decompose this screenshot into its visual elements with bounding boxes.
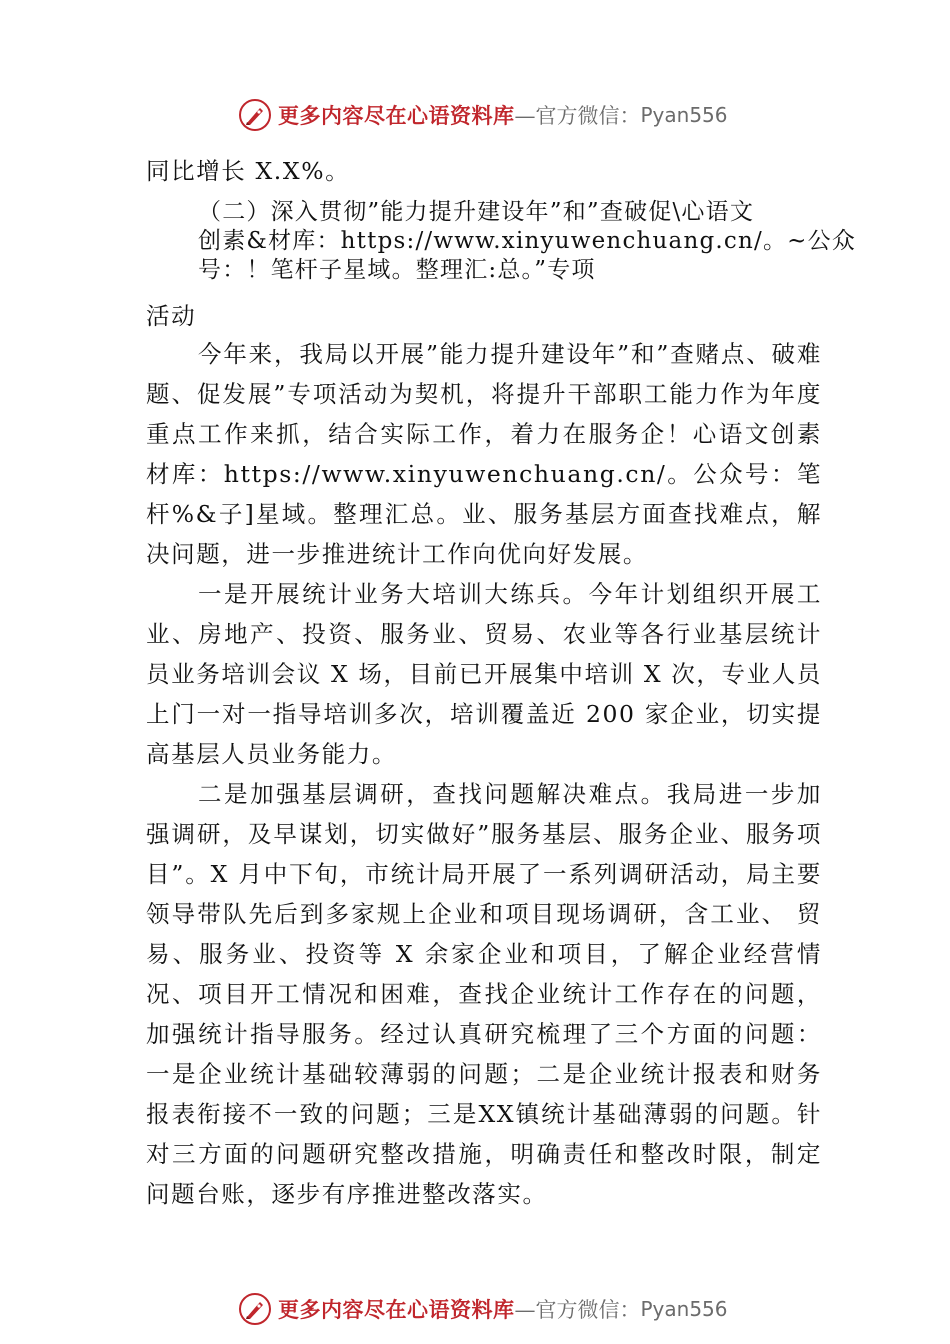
heading-tail: 活动 xyxy=(146,302,197,330)
watermark-dash-text: —官方微信： xyxy=(514,1298,641,1322)
heading-line: （二）深入贯彻”能力提升建设年”和”查破促\心语文 xyxy=(198,199,755,225)
heading-line: 创素&材库：https://www.xinyuwenchuang.cn/。~公众 xyxy=(198,228,857,254)
watermark-header xyxy=(238,98,728,132)
watermark-dash-text: —官方微信： xyxy=(514,104,641,128)
section-heading xyxy=(198,198,857,285)
pen-nib-logo-icon xyxy=(238,98,272,132)
watermark-brand-text: 更多内容尽在心语资料库 xyxy=(278,1297,515,1322)
paragraph: 二是加强基层调研，查找问题解决难点。我局进一步加强调研，及早谋划，切实做好”服务基层、服务企业、服务项目”。X 月中下旬，市统计局开展了一系列调研活动，局主要领导带队先后到多家规上企业和项目现场调研，含工业、 贸易、服务业、投资等 X 余家企业和项目，了解企业经营情况、项目开工情况和困难，查找企业统计工作存在的问题， 加强统计指导服务。经过认真研究梳理了三个方面的问题： 一是企业统计基础较薄弱的问题；二是企业统计报表和财务报表衔接不一致的问题；三是XX镇统计基础薄弱的问题。针对三方面的问题研究整改措施，明确责任和整改时限，制定问题台账，逐步有序推进整改落实。 xyxy=(146,780,822,1208)
paragraph: 今年来，我局以开展”能力提升建设年”和”查赌点、破难题、促发展”专项活动为契机，将提升干部职工能力作为年度重点工作来抓，结合实际工作，着力在服务企！心语文创素材库：https://www.xinyuwenchuang.cn/。公众号：笔杆%&子]星域。整理汇总。业、服务基层方面查找难点，解决问题，进一步推进统计工作向优向好发展。 xyxy=(146,340,822,568)
watermark-brand-text: 更多内容尽在心语资料库 xyxy=(278,103,515,128)
watermark-wechat-id: Pyan556 xyxy=(640,1297,728,1321)
body-text xyxy=(146,334,822,1214)
watermark-footer xyxy=(238,1292,728,1326)
pen-nib-logo-icon xyxy=(238,1292,272,1326)
watermark-wechat-id: Pyan556 xyxy=(640,103,728,127)
paragraph: 一是开展统计业务大培训大练兵。今年计划组织开展工业、房地产、投资、服务业、贸易、农业等各行业基层统计员业务培训会议 X 场，目前已开展集中培训 X 次，专业人员上门一对一指导培训多次，培训覆盖近 200 家企业，切实提高基层人员业务能力。 xyxy=(146,580,822,768)
line-growth: 同比增长 X.X%。 xyxy=(146,157,351,185)
heading-line: 号：！笔杆子星域。整理汇:总。”专项 xyxy=(198,257,596,283)
